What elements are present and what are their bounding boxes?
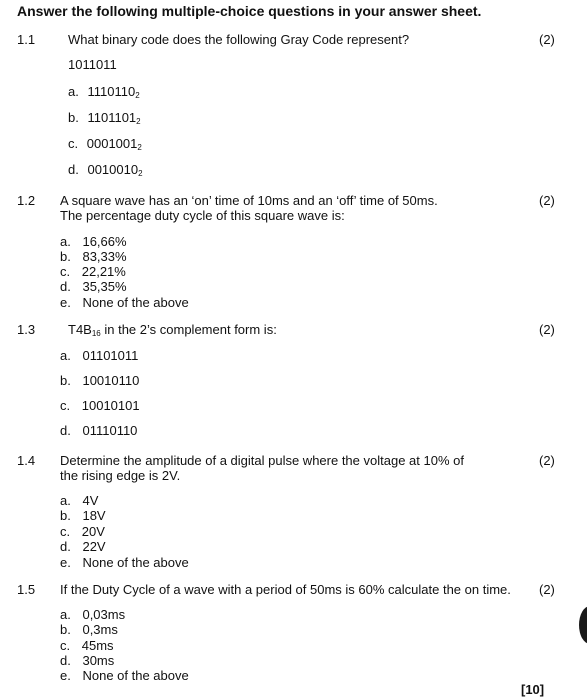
option-letter: b.: [60, 373, 71, 388]
option-a: [60, 234, 127, 249]
option-letter: e.: [60, 555, 71, 570]
option-value: None of the above: [82, 555, 189, 570]
option-value: None of the above: [82, 295, 189, 310]
option-value: 01101011: [82, 348, 139, 363]
option-letter: d.: [60, 423, 71, 438]
option-letter: a.: [60, 493, 71, 508]
option-value: 1110110: [87, 84, 136, 99]
option-letter: a.: [68, 84, 79, 99]
option-letter: c.: [60, 638, 71, 653]
option-value: 35,35%: [82, 279, 127, 294]
option-letter: c.: [60, 398, 71, 413]
option-value: 18V: [82, 508, 106, 523]
option-value: 20V: [81, 524, 105, 539]
option-e: [60, 668, 189, 683]
question-number: 1.4: [17, 453, 36, 468]
question-number: 1.3: [17, 322, 36, 337]
option-d: [60, 423, 137, 438]
question-text-line2: the rising edge is 2V.: [60, 468, 181, 483]
option-letter: c.: [60, 264, 71, 279]
option-letter: a.: [60, 607, 71, 622]
question-number: 1.2: [17, 193, 36, 208]
option-b: [60, 622, 118, 637]
question-marks: (2): [539, 582, 555, 597]
question-number: 1.1: [17, 32, 36, 47]
option-letter: d.: [60, 653, 71, 668]
option-a: [68, 84, 140, 99]
question-text-line1: A square wave has an ‘on’ time of 10ms and an ‘off’ time of 50ms.: [60, 193, 438, 208]
option-value: 0001001: [86, 136, 138, 151]
option-value: 10010101: [81, 398, 140, 413]
option-value: 4V: [82, 493, 99, 508]
question-text-line2: The percentage duty cycle of this square wave is:: [60, 208, 345, 223]
option-letter: c.: [68, 136, 79, 151]
option-value: 0010010: [87, 162, 139, 177]
option-base: 2: [135, 91, 140, 100]
option-base: 2: [138, 169, 143, 178]
question-text: What binary code does the following Gray Code represent?: [68, 32, 410, 47]
option-e: [60, 295, 189, 310]
option-value: 0,03ms: [82, 607, 126, 622]
hex-value: T4B: [68, 322, 92, 337]
option-letter: b.: [60, 508, 71, 523]
option-letter: e.: [60, 668, 71, 683]
question-marks: (2): [539, 322, 555, 337]
option-value: 1101101: [87, 110, 137, 125]
question-text-line1: Determine the amplitude of a digital pulse where the voltage at 10% of: [60, 453, 464, 468]
option-e: [60, 555, 189, 570]
option-letter: d.: [60, 539, 71, 554]
option-c: [60, 398, 140, 413]
option-b: [60, 508, 106, 523]
option-letter: c.: [60, 524, 71, 539]
option-c: [68, 136, 142, 151]
question-text: [68, 322, 277, 337]
option-base: 2: [136, 117, 141, 126]
option-c: [60, 524, 105, 539]
option-value: 10010110: [82, 373, 140, 388]
question-text-rest: in the 2’s complement form is:: [100, 322, 277, 337]
question-marks: (2): [539, 32, 555, 47]
option-b: [68, 110, 141, 125]
option-value: 22,21%: [81, 264, 126, 279]
option-value: 45ms: [81, 638, 114, 653]
option-value: 0,3ms: [82, 622, 118, 637]
instructions-heading: Answer the following multiple-choice questions in your answer sheet.: [17, 3, 482, 19]
question-text: If the Duty Cycle of a wave with a period of 50ms is 60% calculate the on time.: [60, 582, 511, 597]
question-marks: (2): [539, 193, 555, 208]
option-b: [60, 249, 127, 264]
option-letter: b.: [68, 110, 79, 125]
option-letter: d.: [60, 279, 71, 294]
option-letter: b.: [60, 249, 71, 264]
option-letter: a.: [60, 348, 71, 363]
option-d: [60, 539, 106, 554]
edge-shape: [579, 606, 587, 644]
option-d: [60, 279, 127, 294]
hex-base: 16: [91, 329, 101, 338]
question-marks: (2): [539, 453, 555, 468]
option-b: [60, 373, 139, 388]
option-value: None of the above: [82, 668, 189, 683]
option-base: 2: [137, 143, 142, 152]
option-d: [60, 653, 114, 668]
option-c: [60, 638, 114, 653]
option-letter: d.: [68, 162, 79, 177]
option-letter: a.: [60, 234, 71, 249]
option-value: 01110110: [82, 423, 138, 438]
option-value: 30ms: [82, 653, 115, 668]
option-a: [60, 493, 98, 508]
question-number: 1.5: [17, 582, 36, 597]
option-letter: e.: [60, 295, 71, 310]
option-value: 83,33%: [82, 249, 127, 264]
option-letter: b.: [60, 622, 71, 637]
total-marks: [10]: [521, 682, 545, 697]
option-a: [60, 348, 138, 363]
option-d: [68, 162, 143, 177]
option-a: [60, 607, 125, 622]
option-value: 22V: [82, 539, 106, 554]
gray-code-value: 1011011: [68, 57, 117, 72]
option-c: [60, 264, 126, 279]
option-value: 16,66%: [82, 234, 127, 249]
